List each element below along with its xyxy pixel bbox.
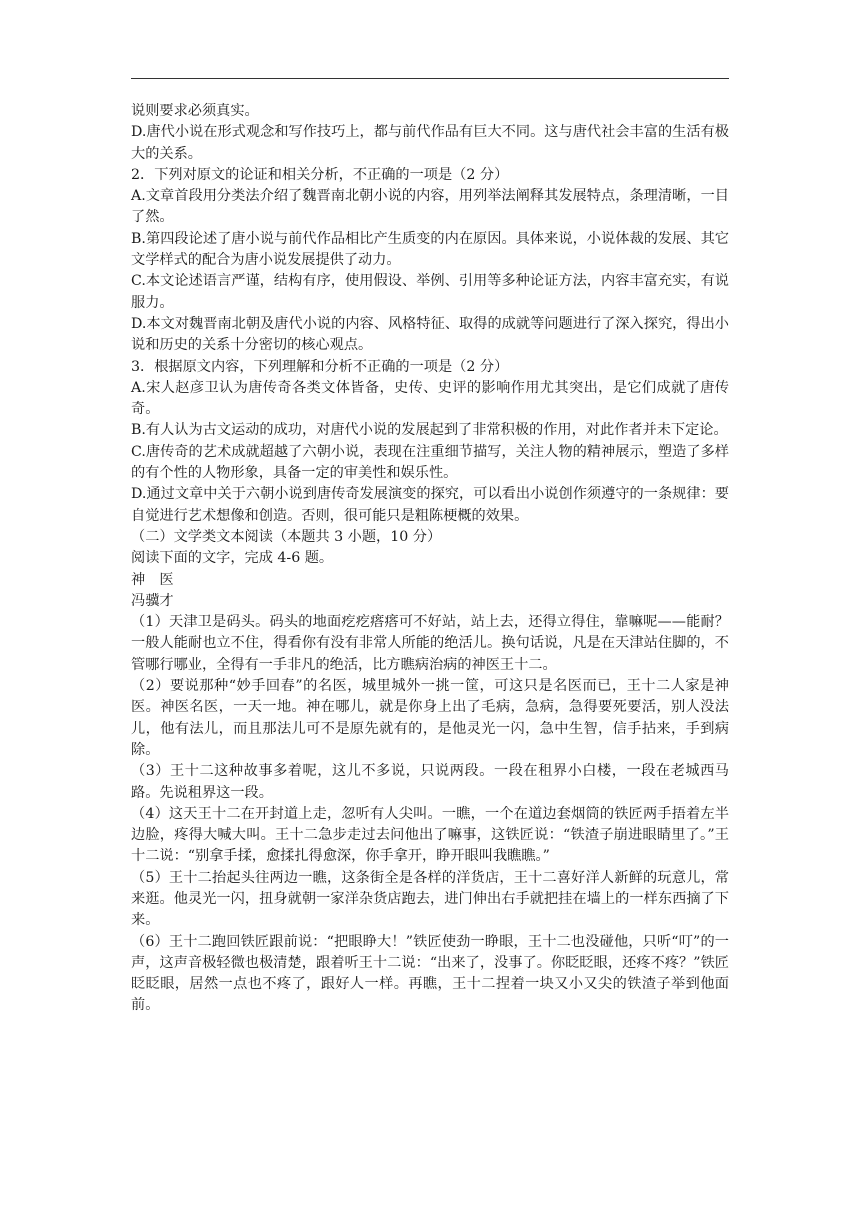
answer-option: C.本文论述语言严谨，结构有序，使用假设、举例、引用等多种论证方法，内容丰富充实，有说服力。 xyxy=(131,273,729,311)
story-paragraph: （4）这天王十二在开封道上走，忽听有人尖叫。一瞧，一个在道边套烟筒的铁匠两手捂着左半边脸，疼得大喊大叫。王十二急步走过去问他出了嘛事，这铁匠说：“铁渣子崩进眼睛里了。”王十二说：“别拿手揉，愈揉扎得愈深，你手拿开，睁开眼叫我瞧瞧。” xyxy=(131,805,729,865)
header-rule xyxy=(131,78,729,79)
instruction-line: 阅读下面的文字，完成 4-6 题。 xyxy=(131,550,334,567)
answer-option: D.通过文章中关于六朝小说到唐传奇发展演变的探究，可以看出小说创作须遵守的一条规律：要自觉进行艺术想像和创造。否则，很可能只是粗陈梗概的效果。 xyxy=(131,486,729,524)
answer-option: A.宋人赵彦卫认为唐传奇各类文体皆备，史传、史评的影响作用尤其突出，是它们成就了唐传奇。 xyxy=(131,379,729,418)
answer-option: A.文章首段用分类法介绍了魏晋南北朝小说的内容，用列举法阐释其发展特点，条理清晰，一目了然。 xyxy=(131,188,729,226)
story-paragraph: （6）王十二跑回铁匠跟前说：“把眼睁大！”铁匠使劲一睁眼，王十二也没碰他，只听“叮”的一声，这声音极轻微也极清楚，跟着听王十二说：“出来了，没事了。你眨眨眼，还疼不疼？”铁匠眨眨眼，居然一点也不疼了，跟好人一样。再瞧，王十二捏着一块又小又尖的铁渣子举到他面前。 xyxy=(131,933,729,1014)
story-paragraph: （2）要说那种“妙手回春”的名医，城里城外一挑一筐，可这只是名医而已，王十二人家是神医。神医名医，一天一地。神在哪儿，就是你身上出了毛病，急病，急得要死要活，别人没法儿，他有法儿，而且那法儿可不是原先就有的，是他灵光一闪，急中生智，信手拈来，手到病除。 xyxy=(131,678,729,758)
story-paragraph: （1）天津卫是码头。码头的地面疙疙瘩瘩可不好站，站上去，还得立得住，靠嘛呢——能耐？一般人能耐也立不住，得看你有没有非常人所能的绝活儿。换句话说，凡是在天津站住脚的，不管哪行哪业，全得有一手非凡的绝活，比方瞧病治病的神医王十二。 xyxy=(131,614,729,673)
text-line: D.唐代小说在形式观念和写作技巧上，都与前代作品有巨大不同。这与唐代社会丰富的生活有极大的关系。 xyxy=(131,124,729,162)
story-paragraph: （5）王十二抬起头往两边一瞧，这条街全是各样的洋货店，王十二喜好洋人新鲜的玩意儿，常来逛。他灵光一闪，扭身就朝一家洋杂货店跑去，进门伸出右手就把挂在墙上的一样东西摘了下来。 xyxy=(131,869,729,929)
answer-option: B.第四段论述了唐小说与前代作品相比产生质变的内在原因。具体来说，小说体裁的发展、其它文学样式的配合为唐小说发展提供了动力。 xyxy=(131,230,729,269)
answer-option: B.有人认为古文运动的成功，对唐代小说的发展起到了非常积极的作用，对此作者并未下定论。 xyxy=(131,422,728,439)
text-line: 说则要求必须真实。 xyxy=(131,103,259,119)
answer-option: C.唐传奇的艺术成就超越了六朝小说，表现在注重细节描写，关注人物的精神展示，塑造了多样的有个性的人物形象，具备一定的审美性和娱乐性。 xyxy=(131,443,729,482)
document-body xyxy=(131,101,729,1017)
answer-option: D.本文对魏晋南北朝及唐代小说的内容、风格特征、取得的成就等问题进行了深入探究，得出小说和历史的关系十分密切的核心观点。 xyxy=(131,315,729,354)
story-title: 神 医 xyxy=(131,571,174,588)
question-heading: 2．下列对原文的论证和相关分析，不正确的一项是（2 分） xyxy=(131,166,509,183)
question-heading: 3．根据原文内容，下列理解和分析不正确的一项是（2 分） xyxy=(131,358,509,375)
story-author: 冯骥才 xyxy=(131,592,174,609)
story-paragraph: （3）王十二这种故事多着呢，这儿不多说，只说两段。一段在租界小白楼，一段在老城西马路。先说租界这一段。 xyxy=(131,763,729,801)
section-heading: （二）文学类文本阅读（本题共 3 小题，10 分） xyxy=(131,528,442,545)
